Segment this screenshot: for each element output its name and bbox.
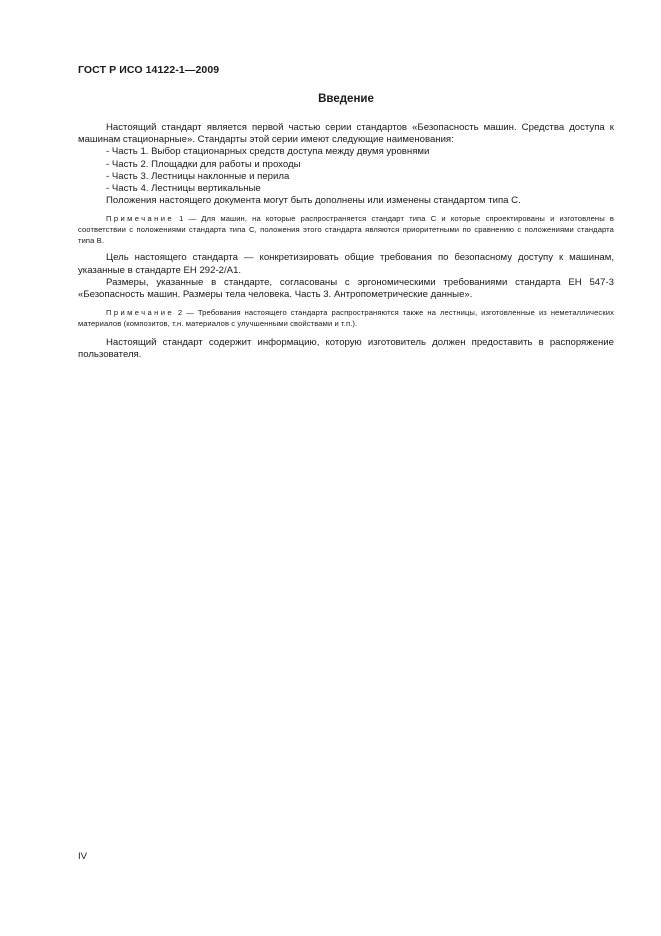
document-page [78, 0, 614, 936]
note-2-number: 2 [177, 308, 183, 318]
document-id-header: ГОСТ Р ИСО 14122-1—2009 [78, 64, 220, 76]
paragraph-intro: Настоящий стандарт является первой частью серии стандартов «Безопасность машин. Средства доступа к машинам стационарные». Стандарты этой серии имеют следующие наименования: [78, 122, 614, 146]
note-1-number: 1 [179, 214, 184, 224]
paragraph-amendments: Положения настоящего документа могут быть дополнены или изменены стандартом типа С. [106, 195, 521, 207]
note-1 [78, 213, 614, 246]
paragraph-user-information: Настоящий стандарт содержит информацию, которую изготовитель должен предоставить в распоряжение пользователя. [78, 337, 614, 361]
note-2-label: Примечание [106, 308, 174, 318]
note-2-text: — Требования настоящего стандарта распространяются также на лестницы, изготовленные из неметаллических материалов (композитов, т.н. материалов с улучшенными свойствами и т.п.). [78, 308, 614, 329]
list-item-part-1: - Часть 1. Выбор стационарных средств доступа между двумя уровнями [106, 146, 430, 158]
note-2 [78, 307, 614, 329]
list-item-part-2: - Часть 2. Площадки для работы и проходы [106, 158, 301, 170]
note-1-text: — Для машин, на которые распространяется стандарт типа С и которые спроектированы и изготовлены в соответствии с положениями стандарта типа С, положения этого стандарта являются приоритетными по сравнению с положениями стандарта типа В. [78, 214, 615, 246]
note-1-label: Примечание [106, 214, 174, 224]
paragraph-purpose: Цель настоящего стандарта — конкретизировать общие требования по безопасному доступу к машинам, указанные в стандарте ЕН 292-2/А1. [78, 252, 614, 276]
paragraph-dimensions: Размеры, указанные в стандарте, согласованы с эргономическими требованиями стандарта ЕН 547-3 «Безопасность машин. Размеры тела человека. Часть 3. Антропометрические данные». [78, 276, 614, 301]
list-item-part-4: - Часть 4. Лестницы вертикальные [106, 183, 261, 195]
list-item-part-3: - Часть 3. Лестницы наклонные и перила [106, 170, 290, 182]
section-title: Введение [318, 93, 374, 105]
page-number: IV [78, 851, 87, 862]
document-body [78, 122, 614, 362]
